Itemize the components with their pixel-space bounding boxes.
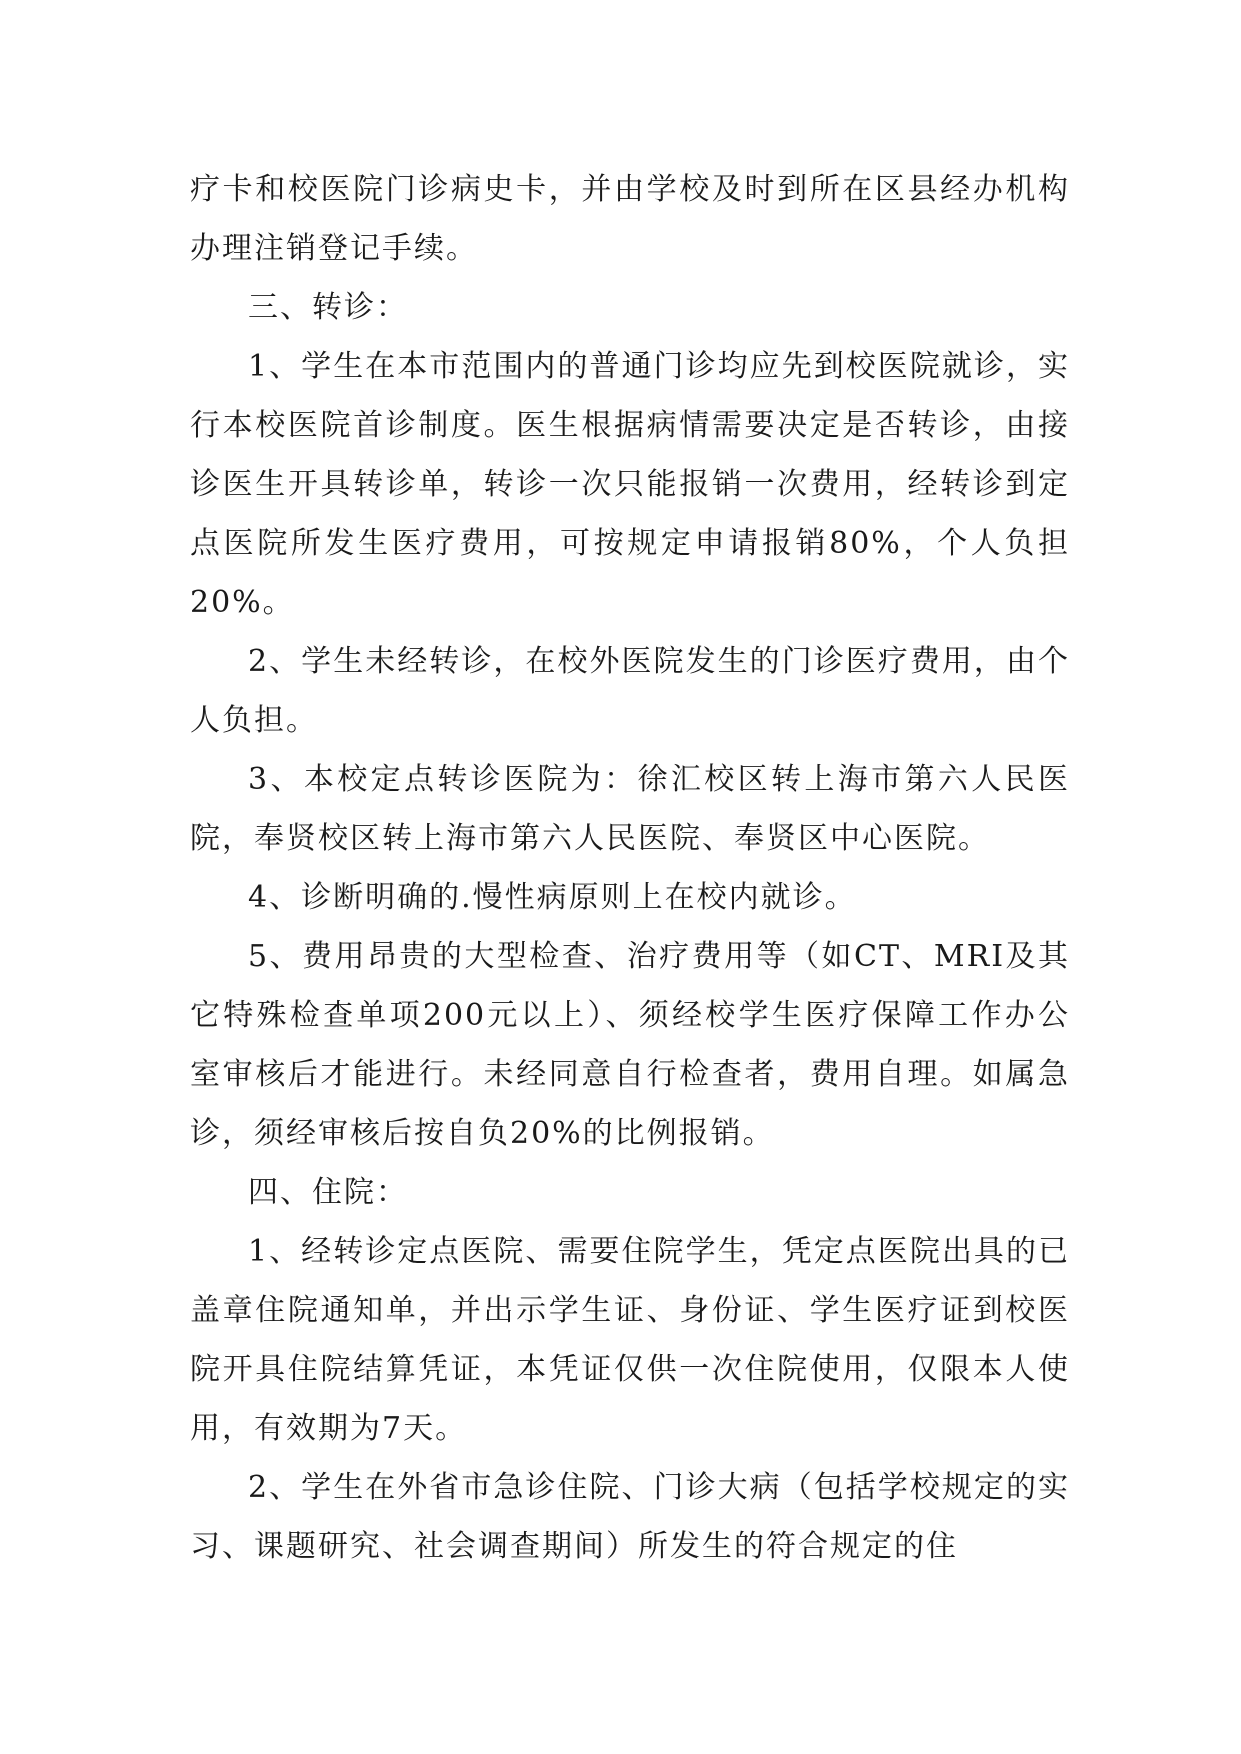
paragraph-continuation: 疗卡和校医院门诊病史卡，并由学校及时到所在区县经办机构办理注销登记手续。	[190, 172, 1070, 266]
paragraph-referral-4: 4、诊断明确的.慢性病原则上在校内就诊。	[248, 880, 857, 915]
paragraph-hospitalization-2: 2、学生在外省市急诊住院、门诊大病（包括学校规定的实习、课题研究、社会调查期间）所发生的符合规定的住	[190, 1470, 1070, 1564]
paragraph-referral-3: 3、本校定点转诊医院为：徐汇校区转上海市第六人民医院，奉贤校区转上海市第六人民医院、奉贤区中心医院。	[190, 762, 1070, 856]
section-heading-referral: 三、转诊：	[248, 290, 408, 325]
document-body	[190, 160, 1070, 1576]
paragraph-referral-1: 1、学生在本市范围内的普通门诊均应先到校医院就诊，实行本校医院首诊制度。医生根据病情需要决定是否转诊，由接诊医生开具转诊单，转诊一次只能报销一次费用，经转诊到定点医院所发生医疗费用，可按规定申请报销80%，个人负担20%。	[190, 349, 1070, 620]
paragraph-referral-2: 2、学生未经转诊，在校外医院发生的门诊医疗费用，由个人负担。	[190, 644, 1070, 738]
paragraph-hospitalization-1: 1、经转诊定点医院、需要住院学生，凭定点医院出具的已盖章住院通知单，并出示学生证、身份证、学生医疗证到校医院开具住院结算凭证，本凭证仅供一次住院使用，仅限本人使用，有效期为7天。	[190, 1234, 1070, 1446]
section-heading-hospitalization: 四、住院：	[248, 1175, 408, 1210]
paragraph-referral-5: 5、费用昂贵的大型检查、治疗费用等（如CT、MRI及其它特殊检查单项200元以上）、须经校学生医疗保障工作办公室审核后才能进行。未经同意自行检查者，费用自理。如属急诊，须经审核后按自负20%的比例报销。	[190, 939, 1070, 1151]
